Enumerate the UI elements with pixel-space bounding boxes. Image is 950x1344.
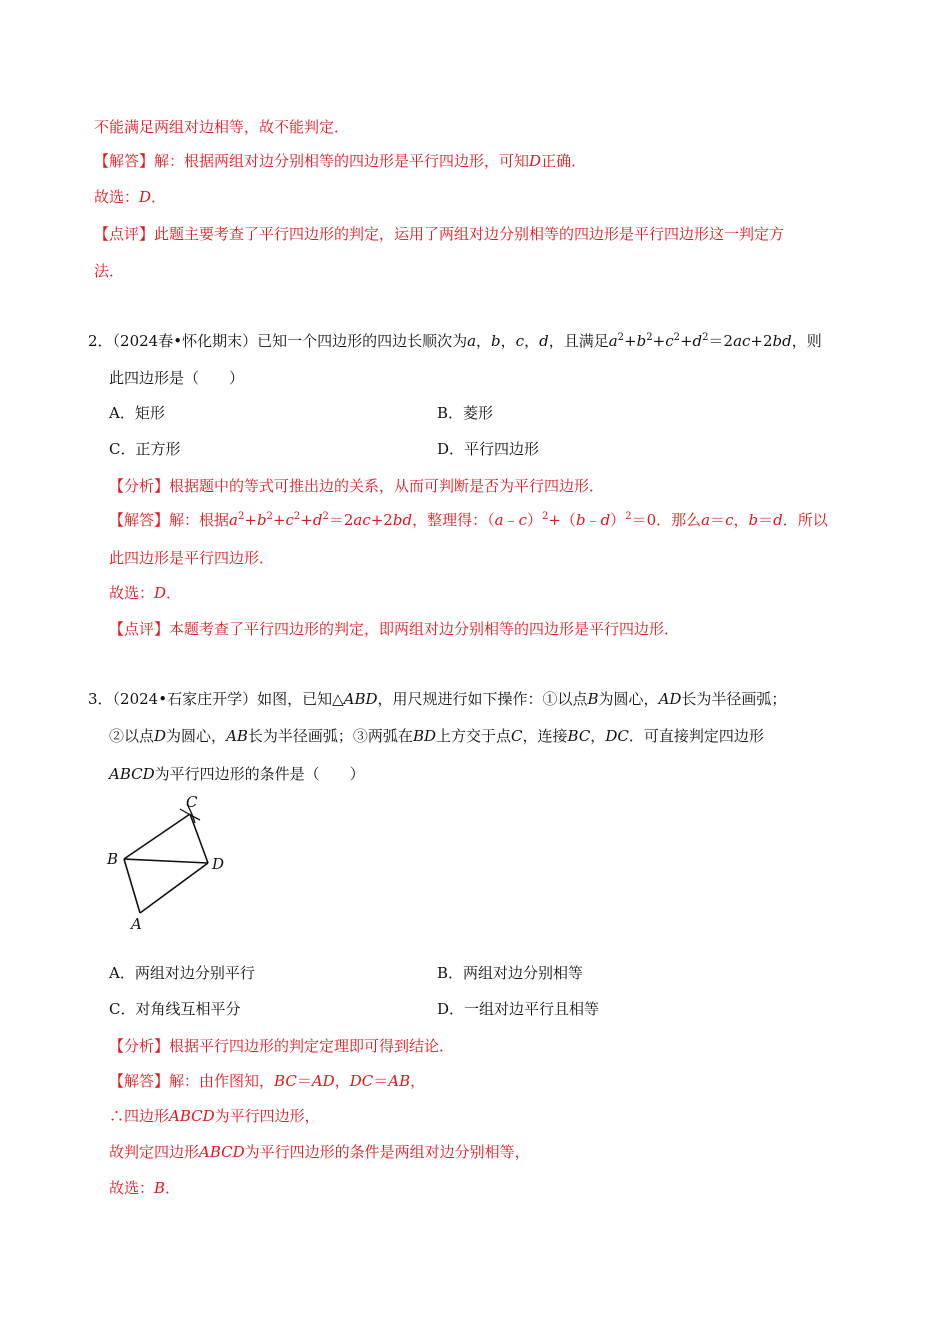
q3-option-a: A．两组对边分别平行: [109, 964, 255, 982]
q3-option-c: C．对角线互相平分: [109, 1000, 241, 1018]
q2-option-d: D．平行四边形: [437, 440, 540, 458]
q2-answer-cont: 此四边形是平行四边形．: [109, 549, 275, 567]
q2-answer: 【解答】解：根据$a^2+b^2+c^2+d^2=2ac+2bd$，整理得：（a﹣c）$^2$+（b﹣d）$^2$＝0．那么a＝c，b＝d．所以: [109, 511, 828, 529]
segment-ab: [124, 859, 140, 913]
prev-choice: 故选：D．: [94, 188, 167, 206]
prev-comment: 【点评】此题主要考查了平行四边形的判定，运用了两组对边分别相等的四边形是平行四边形这一判定方: [94, 225, 785, 243]
q3-stem-cont2: ABCD为平行四边形的条件是（ ）: [109, 765, 365, 783]
q3-figure: [104, 793, 234, 938]
prev-explanation: 不能满足两组对边相等，故不能判定．: [94, 118, 350, 136]
point-label-a: A: [131, 915, 142, 933]
q2-option-a: A．矩形: [109, 404, 165, 422]
q2-comment: 【点评】本题考查了平行四边形的判定，即两组对边分别相等的四边形是平行四边形．: [109, 620, 680, 638]
segment-cd: [190, 814, 208, 863]
q2-option-b: B．菱形: [437, 404, 494, 422]
q2-stem-cont: 此四边形是（ ）: [109, 369, 245, 387]
q3-option-d: D．一组对边平行且相等: [437, 1000, 600, 1018]
q2-analysis: 【分析】根据题中的等式可推出边的关系，从而可判断是否为平行四边形．: [109, 477, 605, 495]
q2-stem: 2．（2024春•怀化期末）已知一个四边形的四边长顺次为a，b，c，d，且满足$a^2+b^2+c^2+d^2=2ac+2bd$，则: [88, 332, 822, 350]
q3-conclusion: 故判定四边形ABCD为平行四边形的条件是两组对边分别相等，: [109, 1143, 530, 1161]
q3-therefore: ∴四边形ABCD为平行四边形，: [109, 1107, 320, 1125]
segment-ad: [140, 863, 208, 913]
prev-comment-cont: 法．: [94, 262, 125, 280]
q3-stem: 3．（2024•石家庄开学）如图，已知△ABD，用尺规进行如下操作：①以点B为圆心，AD长为半径画弧；: [88, 690, 787, 708]
point-label-c: C: [186, 793, 198, 811]
q3-choice: 故选：B．: [109, 1179, 181, 1197]
segment-bc: [124, 814, 190, 859]
q3-answer: 【解答】解：由作图知，BC＝AD，DC＝AB，: [109, 1072, 426, 1090]
q3-analysis: 【分析】根据平行四边形的判定定理即可得到结论．: [109, 1037, 455, 1055]
q3-option-b: B．两组对边分别相等: [437, 964, 584, 982]
point-label-b: B: [107, 850, 119, 868]
prev-answer: 【解答】解：根据两组对边分别相等的四边形是平行四边形，可知D正确．: [94, 152, 587, 170]
point-label-d: D: [212, 855, 225, 873]
q2-choice: 故选：D．: [109, 584, 182, 602]
segment-bd: [124, 859, 208, 863]
q3-stem-cont1: ②以点D为圆心，AB长为半径画弧；③两弧在BD上方交于点C，连接BC，DC．可直接判定四边形: [109, 727, 764, 745]
q2-option-c: C．正方形: [109, 440, 181, 458]
